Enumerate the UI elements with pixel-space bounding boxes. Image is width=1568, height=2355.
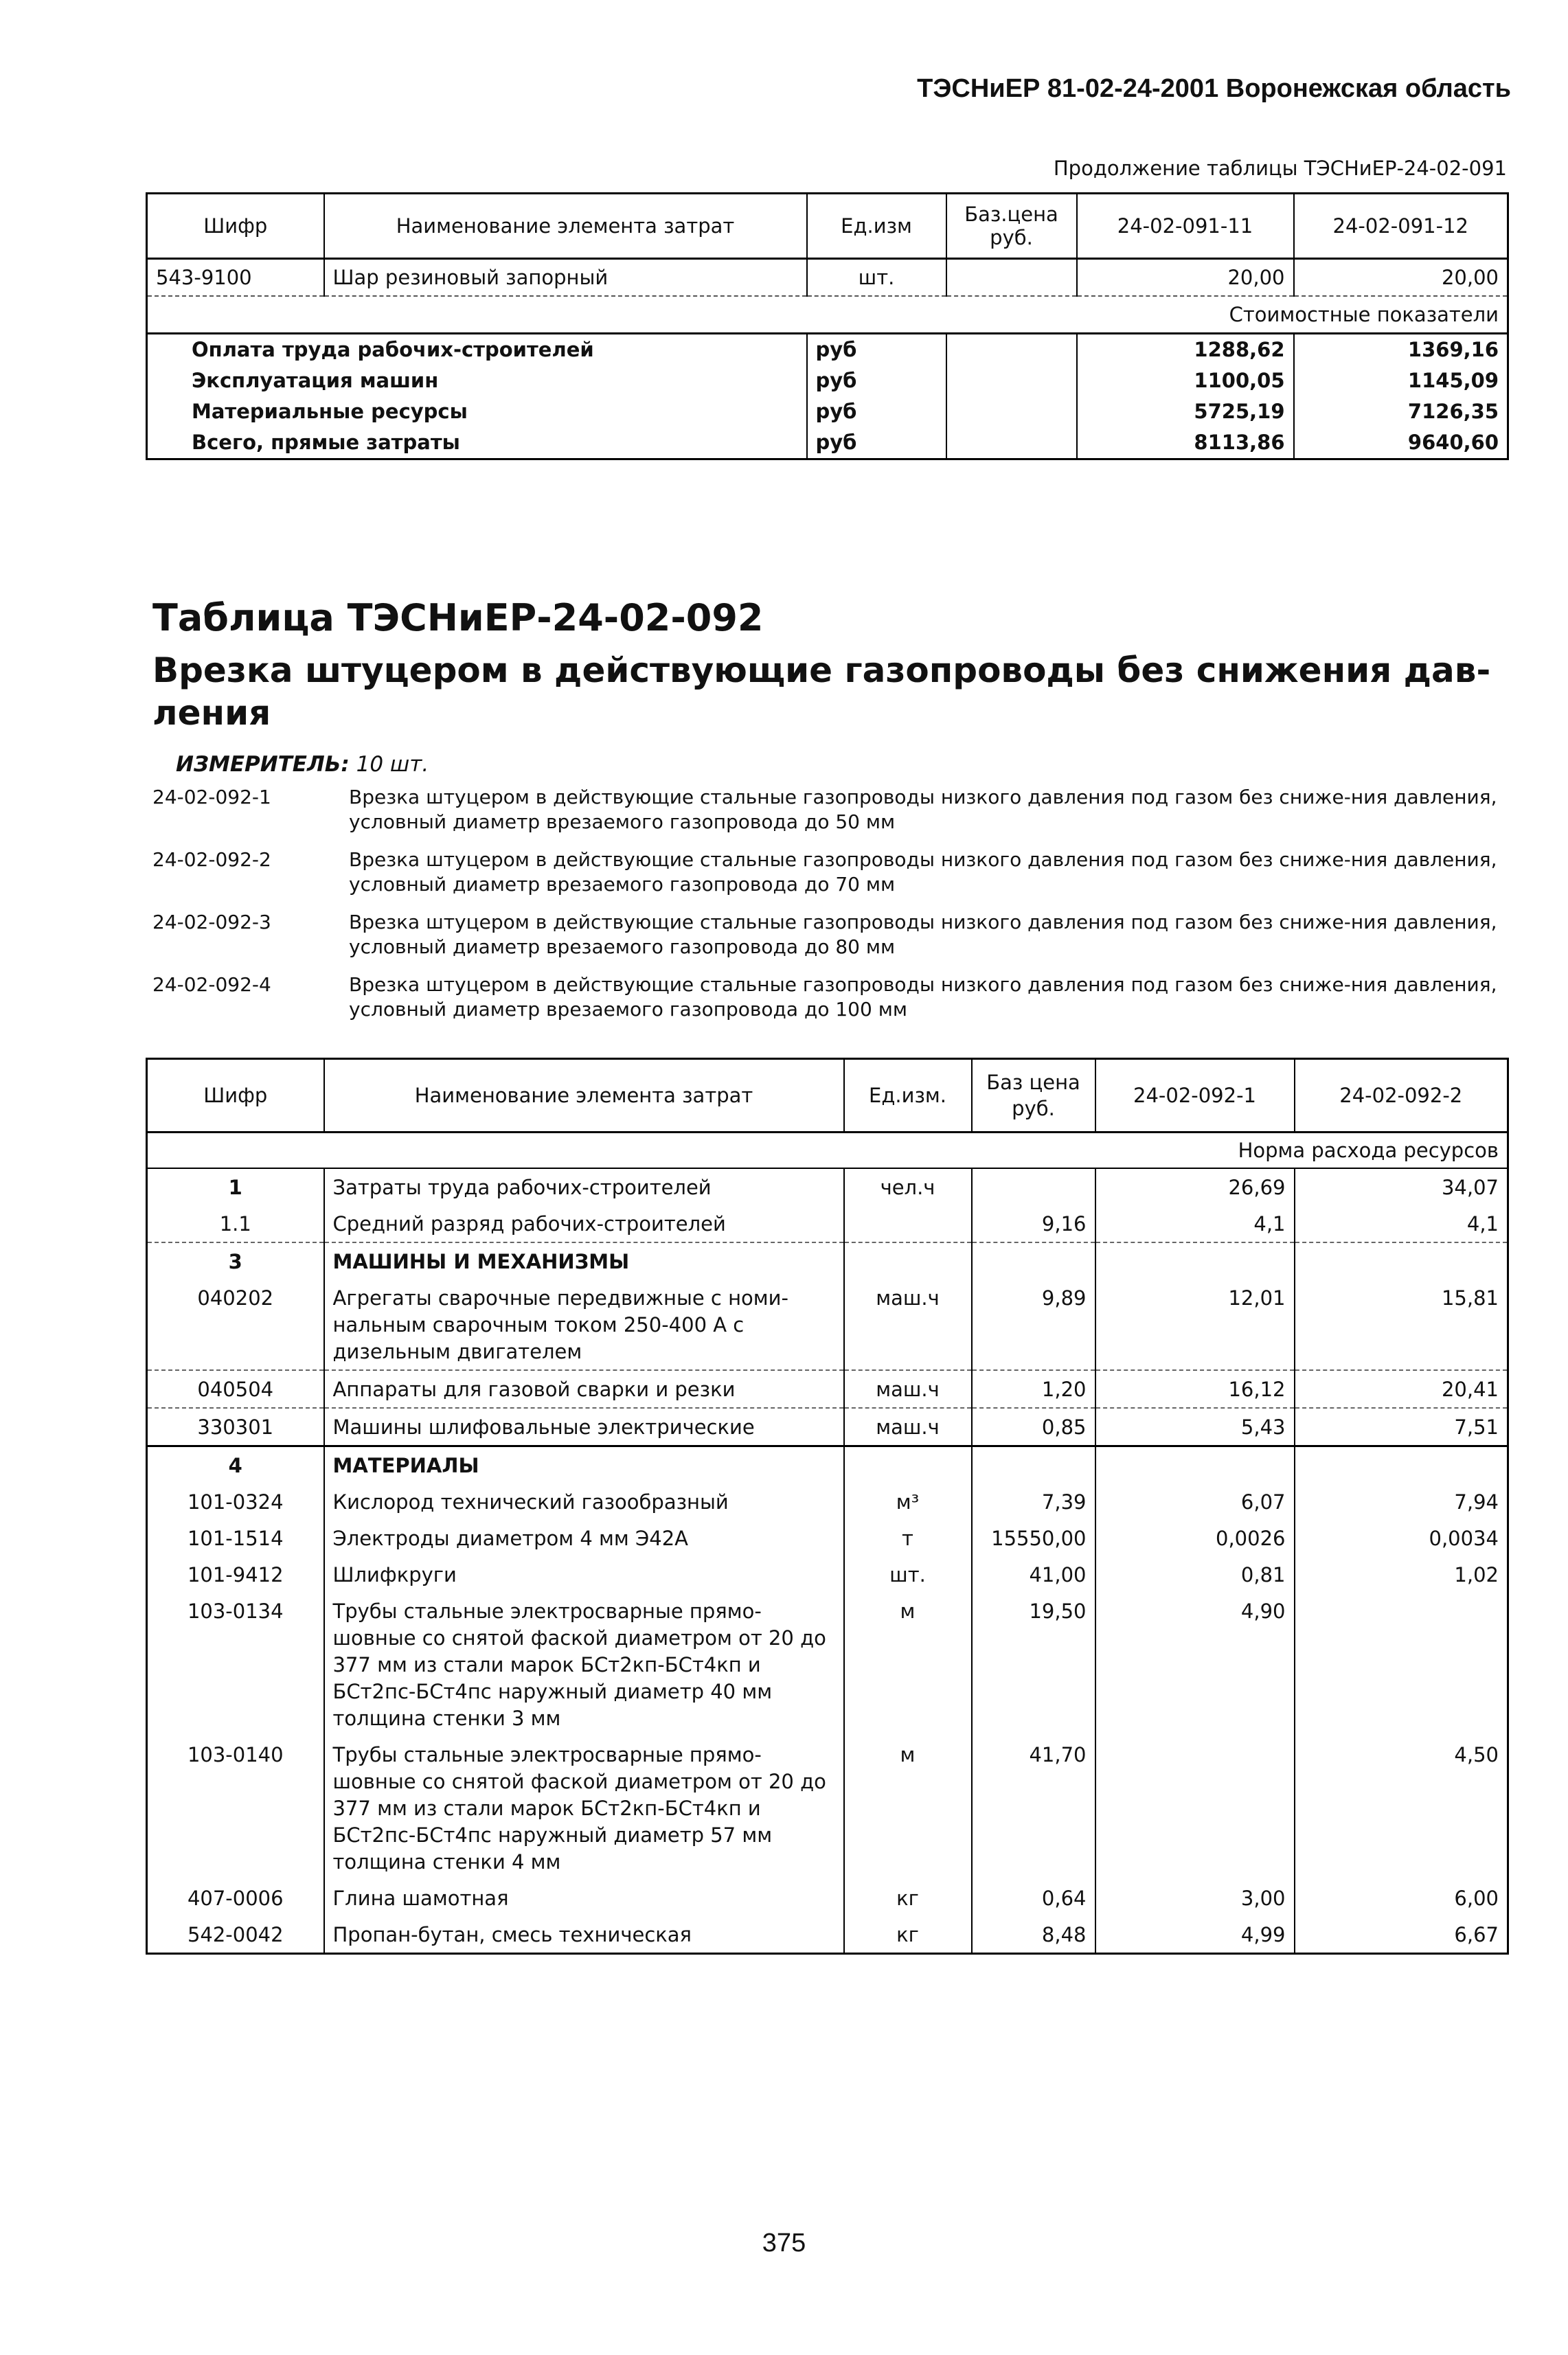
cell-v1: 0,81 [1095,1556,1295,1593]
cell-v1: 6,07 [1095,1483,1295,1520]
total-name: Эксплуатация машин [192,369,439,392]
cell-v2: 0,0034 [1295,1520,1508,1556]
cell-code: 543-9100 [156,265,252,289]
cell-name: Шлифкруги [324,1556,844,1593]
cell-price [946,259,1077,297]
section-label: Стоимостные показатели [1077,296,1508,334]
description-code: 24-02-092-1 [152,786,271,808]
cell-v2: 6,67 [1295,1916,1508,1954]
cell-name: Трубы стальные электросварные прямо-шовные со снятой фаской диаметром от 20 до 377 мм из стали марок БСт2кп-БСт4кп и БСт2пс-БСт4пс наружный диаметр 40 мм толщина стенки 3 мм [324,1593,844,1736]
cell-v2: 15,81 [1295,1279,1508,1370]
cell-unit: маш.ч [844,1279,972,1370]
cell-unit: кг [844,1880,972,1916]
total-row [147,334,1508,366]
measure-line [176,752,429,777]
total-row [147,365,1508,396]
norm-label: Норма расхода ресурсов [1095,1133,1508,1169]
table-row [147,1593,1508,1736]
cell-code: 330301 [147,1408,324,1446]
cell-unit: м [844,1736,972,1880]
table-row [147,259,1508,297]
table-row [147,1168,1508,1205]
cell-price: 0,64 [972,1880,1095,1916]
cell-price: 9,16 [972,1205,1095,1242]
cell-code: 101-0324 [187,1490,284,1514]
cell-code: 542-0042 [187,1923,284,1946]
cell-price [972,1168,1095,1205]
cell-v1: 4,90 [1095,1593,1295,1736]
cell-name: Средний разряд рабочих-строителей [324,1205,844,1242]
total-row [147,427,1508,459]
cell-unit: чел.ч [844,1168,972,1205]
cell-v1: 3,00 [1095,1880,1295,1916]
total-unit: руб [807,334,946,366]
cell-code: 040504 [147,1370,324,1408]
table-row [147,1880,1508,1916]
table-092 [146,1058,1509,1955]
col-header-v2: 24-02-092-2 [1295,1059,1508,1133]
cell-price [972,1242,1095,1279]
cell-unit: м [844,1593,972,1736]
cell-unit [844,1205,972,1242]
cell-v2: 7,51 [1295,1408,1508,1446]
cell-code: 4 [147,1446,324,1484]
table-row [147,1483,1508,1520]
cell-v1 [1095,1446,1295,1484]
table-091-continuation [146,192,1509,460]
description-text: Врезка штуцером в действующие стальные газопроводы низкого давления под газом без сниже-ния давления, условный диаметр врезаемого газопровода до 80 мм [349,911,1497,958]
cell-v2 [1295,1242,1508,1279]
page-number: 375 [762,2229,806,2257]
table-row [147,1279,1508,1370]
cell-v1: 20,00 [1077,259,1294,297]
table-row [147,1408,1508,1446]
cell-v1: 5,43 [1095,1408,1295,1446]
cell-price: 19,50 [972,1593,1095,1736]
col-header-v2: 24-02-091-12 [1294,194,1508,259]
col-header-code: Шифр [147,1059,324,1133]
col-header-price: Баз.цена руб. [946,194,1077,259]
cell-price: 41,70 [972,1736,1095,1880]
total-row [147,396,1508,427]
total-unit: руб [807,396,946,427]
cell-name: Глина шамотная [324,1880,844,1916]
cell-code: 3 [147,1242,324,1279]
cell-unit [844,1446,972,1484]
cell-v2: 20,41 [1295,1370,1508,1408]
running-header: ТЭСНиЕР 81-02-24-2001 Воронежская область [917,74,1511,103]
cell-v2: 20,00 [1294,259,1508,297]
measure-value: 10 шт. [356,752,429,777]
cell-price [972,1446,1095,1484]
cell-unit: м³ [844,1483,972,1520]
col-header-unit: Ед.изм [807,194,946,259]
table-row [147,1205,1508,1242]
total-v1: 8113,86 [1077,427,1294,459]
cell-name: МАШИНЫ И МЕХАНИЗМЫ [324,1242,844,1279]
col-header-unit: Ед.изм. [844,1059,972,1133]
cell-code: 1 [228,1176,242,1199]
cell-code: 1.1 [219,1212,251,1236]
cell-unit: т [844,1520,972,1556]
cell-v2: 34,07 [1295,1168,1508,1205]
cell-v2: 7,94 [1295,1483,1508,1520]
cell-price: 0,85 [972,1408,1095,1446]
cell-v1: 4,1 [1095,1205,1295,1242]
cell-name: Машины шлифовальные электрические [324,1408,844,1446]
cell-v1: 0,0026 [1095,1520,1295,1556]
cell-unit [844,1242,972,1279]
cell-price: 41,00 [972,1556,1095,1593]
cell-code: 103-0140 [187,1743,284,1766]
table-header-row [147,194,1508,259]
total-v1: 5725,19 [1077,396,1294,427]
table-row [147,1556,1508,1593]
cell-code: 103-0134 [187,1600,284,1623]
total-name: Материальные ресурсы [192,400,468,423]
cell-v2: 4,50 [1295,1736,1508,1880]
total-name: Всего, прямые затраты [192,431,460,454]
col-header-name: Наименование элемента затрат [324,194,807,259]
cell-v2 [1295,1593,1508,1736]
cell-price: 1,20 [972,1370,1095,1408]
cell-name: Трубы стальные электросварные прямо-шовные со снятой фаской диаметром от 20 до 377 мм из стали марок БСт2кп-БСт4кп и БСт2пс-БСт4пс наружный диаметр 57 мм толщина стенки 4 мм [324,1736,844,1880]
cell-v2 [1295,1446,1508,1484]
cell-price: 9,89 [972,1279,1095,1370]
cell-unit: шт. [807,259,946,297]
cell-price: 15550,00 [972,1520,1095,1556]
total-v2: 1369,16 [1294,334,1508,366]
cell-name: Аппараты для газовой сварки и резки [324,1370,844,1408]
description-text: Врезка штуцером в действующие стальные газопроводы низкого давления под газом без сниже-ния давления, условный диаметр врезаемого газопровода до 70 мм [349,848,1497,896]
total-v1: 1100,05 [1077,365,1294,396]
table-row [147,1242,1508,1279]
cell-v1: 16,12 [1095,1370,1295,1408]
description-code: 24-02-092-3 [152,911,271,933]
cell-name: Агрегаты сварочные передвижные с номи-нальным сварочным током 250-400 А с дизельным двигателем [324,1279,844,1370]
cell-name: Кислород технический газообразный [324,1483,844,1520]
cell-name: Затраты труда рабочих-строителей [324,1168,844,1205]
cell-name: Шар резиновый запорный [324,259,807,297]
cell-code: 040202 [197,1286,274,1310]
total-v2: 1145,09 [1294,365,1508,396]
col-header-v1: 24-02-092-1 [1095,1059,1295,1133]
total-unit: руб [807,427,946,459]
table-row [147,1446,1508,1484]
cell-v1 [1095,1736,1295,1880]
table-header-row [147,1059,1508,1133]
description-text: Врезка штуцером в действующие стальные газопроводы низкого давления под газом без сниже-ния давления, условный диаметр врезаемого газопровода до 50 мм [349,786,1497,833]
cell-unit: кг [844,1916,972,1954]
table-row [147,1736,1508,1880]
table-subtitle: Врезка штуцером в действующие газопроводы без снижения дав-ления [152,650,1491,733]
total-unit: руб [807,365,946,396]
cell-v2: 1,02 [1295,1556,1508,1593]
col-header-code: Шифр [147,194,324,259]
total-v1: 1288,62 [1077,334,1294,366]
cell-unit: маш.ч [844,1408,972,1446]
measure-label: ИЗМЕРИТЕЛЬ: [176,752,350,777]
description-text: Врезка штуцером в действующие стальные газопроводы низкого давления под газом без сниже-ния давления, условный диаметр врезаемого газопровода до 100 мм [349,973,1497,1021]
col-header-name: Наименование элемента затрат [324,1059,844,1133]
table-row [147,1520,1508,1556]
cell-price: 8,48 [972,1916,1095,1954]
cell-unit: маш.ч [844,1370,972,1408]
cell-price: 7,39 [972,1483,1095,1520]
cell-name: Электроды диаметром 4 мм Э42А [324,1520,844,1556]
table-row [147,1370,1508,1408]
cell-v1 [1095,1242,1295,1279]
cell-v2: 6,00 [1295,1880,1508,1916]
cell-v1: 26,69 [1095,1168,1295,1205]
cell-name: МАТЕРИАЛЫ [324,1446,844,1484]
cell-code: 101-9412 [187,1563,284,1586]
table-row [147,1916,1508,1954]
description-code: 24-02-092-4 [152,973,271,996]
total-v2: 7126,35 [1294,396,1508,427]
norm-row [147,1133,1508,1169]
total-name: Оплата труда рабочих-строителей [192,338,594,361]
cell-v1: 4,99 [1095,1916,1295,1954]
table-continuation-label: Продолжение таблицы ТЭСНиЕР-24-02-091 [1053,157,1507,180]
cell-v2: 4,1 [1295,1205,1508,1242]
cell-code: 101-1514 [187,1527,284,1550]
col-header-v1: 24-02-091-11 [1077,194,1294,259]
description-code: 24-02-092-2 [152,848,271,871]
table-title: Таблица ТЭСНиЕР-24-02-092 [152,596,764,639]
total-v2: 9640,60 [1294,427,1508,459]
cell-unit: шт. [844,1556,972,1593]
cell-code: 407-0006 [187,1887,284,1910]
col-header-price: Баз цена руб. [972,1059,1095,1133]
cell-v1: 12,01 [1095,1279,1295,1370]
section-row [147,296,1508,334]
cell-name: Пропан-бутан, смесь техническая [324,1916,844,1954]
